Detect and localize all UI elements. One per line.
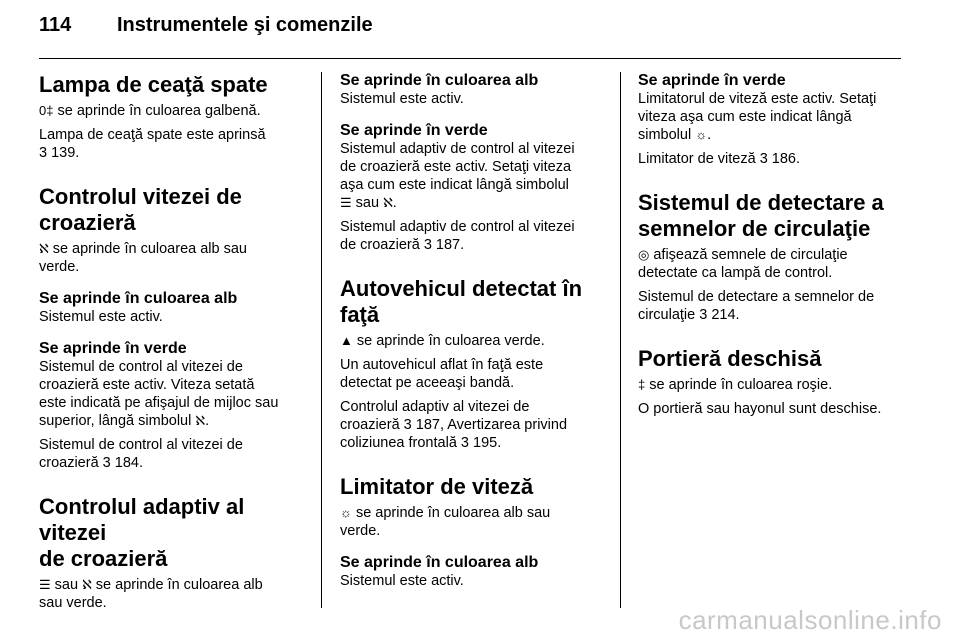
fog-text-2: Lampa de ceaţă spate este aprinsă 3 139. xyxy=(39,127,266,161)
vehicle-text-3: Controlul adaptiv al vitezei de croazieră 3 187, Avertizarea privind coliziunea frontală 3 195. xyxy=(340,399,568,451)
section-vehicle-ahead xyxy=(340,276,604,452)
limiter-green-text: Limitatorul de viteză este activ. Setaţi viteza aşa cum este indicat lângă simbolul ☼. xyxy=(638,91,877,143)
acc-reference: Sistemul adaptiv de control al vitezei de croazieră 3 187. xyxy=(340,219,575,253)
adaptive-cruise-text: ☰ sau ℵ se aprinde în culoarea alb sau verde. xyxy=(39,577,263,611)
cruise-green-block xyxy=(39,340,304,472)
speed-limiter-icon: ☼ xyxy=(340,505,352,520)
heading-door-open: Portieră deschisă xyxy=(638,346,822,371)
column-3 xyxy=(638,72,902,440)
page-number: 114 xyxy=(39,14,72,36)
heading-speed-limiter: Limitator de viteză xyxy=(340,474,534,499)
section-adaptive-cruise xyxy=(39,494,304,612)
acc-green-heading: Se aprinde în verde xyxy=(340,122,488,139)
heading-adaptive-cruise: Controlul adaptiv al vitezei de croazieră xyxy=(39,494,245,571)
heading-fog-lamp: Lampa de ceaţă spate xyxy=(39,72,268,97)
section-traffic-sign xyxy=(638,190,902,324)
limiter-white-text: Sistemul este activ. xyxy=(340,573,464,589)
page-header xyxy=(39,14,901,48)
cruise-green-heading: Se aprinde în verde xyxy=(39,340,187,357)
cruise-white-block xyxy=(39,290,304,326)
watermark: carmanualsonline.info xyxy=(678,605,942,635)
column-divider-2 xyxy=(620,72,621,608)
acc-white-text: Sistemul este activ. xyxy=(340,91,464,107)
adaptive-cruise-icon: ☰ xyxy=(340,195,352,210)
acc-white-heading: Se aprinde în culoarea alb xyxy=(340,72,539,89)
header-rule xyxy=(39,58,901,59)
vehicle-ahead-icon: ▲ xyxy=(340,333,353,348)
section-speed-limiter xyxy=(340,474,604,590)
cruise-green-text: Sistemul de control al vitezei de croazieră este activ. Viteza setată este indicată pe afişajul de mijloc sau superior, lângă simbolul ℵ. xyxy=(39,359,279,429)
traffic-sign-icon: ◎ xyxy=(638,247,650,262)
acc-green-block xyxy=(340,122,604,254)
limiter-reference: Limitator de viteză 3 186. xyxy=(638,151,801,167)
limiter-text-1: ☼ se aprinde în culoarea alb sau verde. xyxy=(340,505,551,539)
door-text-2: O portieră sau hayonul sunt deschise. xyxy=(638,401,882,417)
door-open-icon: ‡ xyxy=(638,377,646,392)
section-door-open xyxy=(638,346,902,418)
page-title: Instrumentele şi comenzile xyxy=(117,14,373,36)
signs-text-1: ◎ afişează semnele de circulaţie detectate ca lampă de control. xyxy=(638,247,848,281)
limiter-green-block xyxy=(638,72,902,168)
vehicle-text-2: Un autovehicul aflat în faţă este detectat pe aceeaşi bandă. xyxy=(340,357,544,391)
heading-vehicle-ahead: Autovehicul detectat în faţă xyxy=(340,276,583,327)
section-fog-lamp xyxy=(39,72,304,162)
fog-lamp-icon: 0‡ xyxy=(39,103,54,118)
cruise-reference: Sistemul de control al vitezei de croazieră 3 184. xyxy=(39,437,243,471)
column-1 xyxy=(39,72,304,634)
section-cruise-control xyxy=(39,184,304,472)
heading-cruise-control: Controlul vitezei de croazieră xyxy=(39,184,242,235)
cruise-control-icon: ℵ xyxy=(383,195,393,210)
cruise-control-icon: ℵ xyxy=(39,241,49,256)
cruise-white-heading: Se aprinde în culoarea alb xyxy=(39,290,238,307)
column-divider-1 xyxy=(321,72,322,608)
cruise-control-icon: ℵ xyxy=(195,413,206,428)
limiter-white-heading: Se aprinde în culoarea alb xyxy=(340,554,539,571)
column-2 xyxy=(340,72,604,612)
cruise-control-icon: ℵ xyxy=(82,577,92,592)
acc-green-text: Sistemul adaptiv de control al vitezei de croazieră este activ. Setaţi viteza aşa cum este indicat lângă simbolul ☰ sau ℵ. xyxy=(340,141,575,211)
limiter-green-heading: Se aprinde în verde xyxy=(638,72,786,89)
door-text-1: ‡ se aprinde în culoarea roşie. xyxy=(638,377,833,393)
vehicle-text-1: ▲ se aprinde în culoarea verde. xyxy=(340,333,545,349)
speed-limiter-icon: ☼ xyxy=(695,127,708,142)
heading-traffic-sign: Sistemul de detectare a semnelor de circulaţie xyxy=(638,190,884,241)
adaptive-cruise-icon: ☰ xyxy=(39,577,51,592)
signs-text-2: Sistemul de detectare a semnelor de circulaţie 3 214. xyxy=(638,289,875,323)
cruise-text-1: ℵ se aprinde în culoarea alb sau verde. xyxy=(39,241,247,275)
fog-text-1: 0‡ se aprinde în culoarea galbenă. xyxy=(39,103,261,119)
acc-white-block xyxy=(340,72,604,108)
cruise-white-text: Sistemul este activ. xyxy=(39,309,163,325)
limiter-white-block xyxy=(340,554,604,590)
